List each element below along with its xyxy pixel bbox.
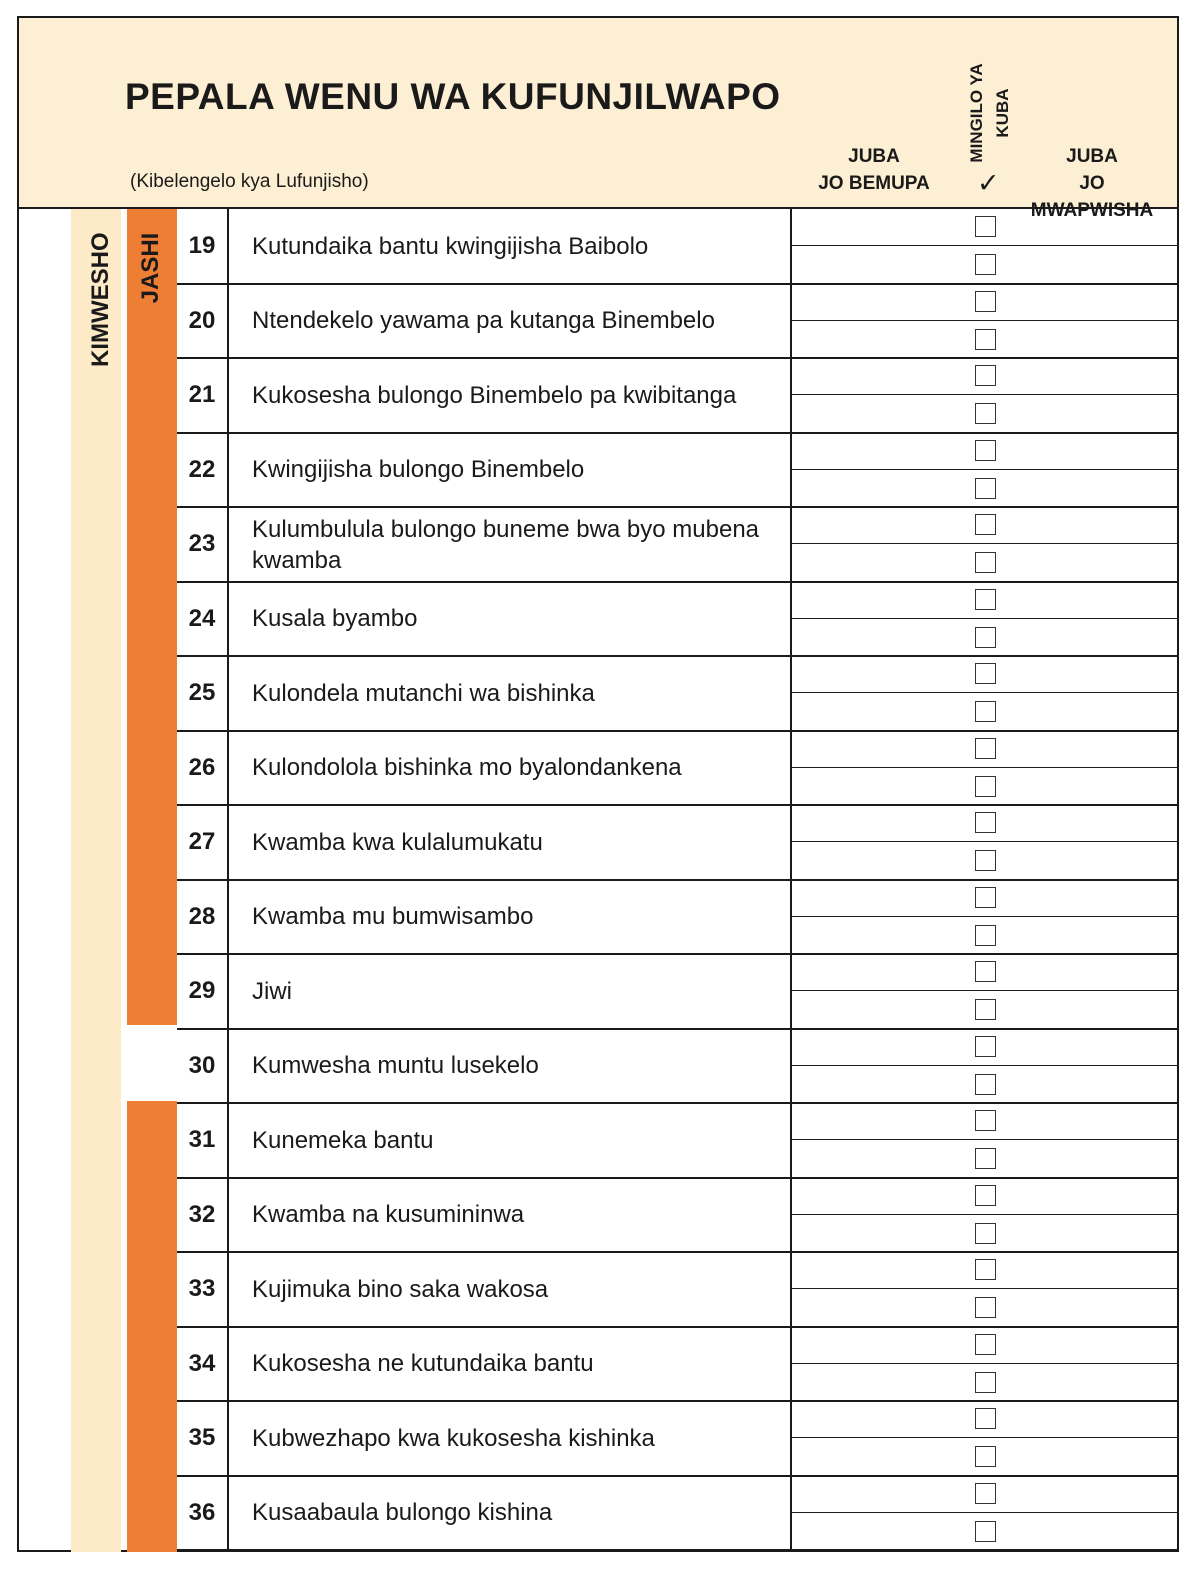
checkbox[interactable] — [975, 1185, 996, 1206]
row-divider — [791, 394, 1177, 395]
lesson-number: 22 — [188, 455, 216, 483]
page-title: PEPALA WENU WA KUFUNJILWAPO — [125, 76, 781, 117]
lesson-title: Kusaabaula bulongo kishina — [252, 1499, 553, 1526]
checkbox[interactable] — [975, 999, 996, 1020]
lesson-row — [177, 507, 1177, 582]
checkbox[interactable] — [975, 552, 996, 573]
lesson-number: 30 — [188, 1051, 216, 1079]
kimwesho-band — [71, 209, 121, 1552]
checkbox[interactable] — [975, 1074, 996, 1095]
lesson-title: Kutundaika bantu kwingijisha Baibolo — [252, 232, 649, 260]
checkbox[interactable] — [975, 925, 996, 946]
jashi-band-bottom — [127, 1101, 177, 1552]
lesson-row — [177, 1029, 1177, 1104]
lesson-title: Kunemeka bantu — [252, 1126, 434, 1154]
row-border — [177, 1549, 1177, 1551]
lesson-title: Kujimuka bino saka wakosa — [252, 1275, 549, 1303]
row-divider — [791, 543, 1177, 544]
row-divider — [791, 320, 1177, 321]
lesson-row — [177, 954, 1177, 1029]
checkbox[interactable] — [975, 627, 996, 648]
row-divider — [791, 1214, 1177, 1215]
column-header-date-started-text: JUBA JO BEMUPA — [818, 146, 930, 194]
checkbox[interactable] — [975, 329, 996, 350]
checkbox[interactable] — [975, 1036, 996, 1057]
lesson-number: 28 — [188, 902, 216, 930]
checkbox[interactable] — [975, 738, 996, 759]
column-header-exercises-text: MINGILO YA KUBA — [967, 63, 1012, 163]
checkbox[interactable] — [975, 365, 996, 386]
row-divider — [791, 841, 1177, 842]
lesson-number: 23 — [188, 530, 216, 557]
checkbox[interactable] — [975, 1148, 996, 1169]
lesson-row — [177, 209, 1177, 284]
checkbox[interactable] — [975, 478, 996, 499]
checkbox[interactable] — [975, 514, 996, 535]
lesson-title: Jiwi — [252, 977, 292, 1005]
lesson-row — [177, 1327, 1177, 1402]
checkbox[interactable] — [975, 403, 996, 424]
checkbox[interactable] — [975, 1259, 996, 1280]
row-divider — [791, 245, 1177, 246]
lesson-row — [177, 656, 1177, 731]
lesson-title: Kukosesha bulongo Binembelo pa kwibitanga — [252, 381, 737, 409]
checkbox[interactable] — [975, 1408, 996, 1429]
lesson-number: 19 — [188, 232, 216, 259]
checkbox[interactable] — [975, 291, 996, 312]
checkbox[interactable] — [975, 254, 996, 275]
lesson-row — [177, 1476, 1177, 1551]
row-divider — [791, 618, 1177, 619]
column-header-date-finished-text: JUBA JO MWAPWISHA — [1030, 146, 1154, 221]
lesson-number: 33 — [188, 1275, 216, 1302]
checkbox[interactable] — [975, 440, 996, 461]
row-divider — [791, 692, 1177, 693]
checkbox[interactable] — [975, 1334, 996, 1355]
lesson-number: 25 — [188, 679, 216, 706]
lesson-title: Kusala byambo — [252, 605, 418, 632]
checkbox[interactable] — [975, 850, 996, 871]
lesson-number: 32 — [188, 1200, 216, 1228]
lesson-title: Ntendekelo yawama pa kutanga Binembelo — [252, 307, 715, 334]
lesson-number: 34 — [188, 1349, 216, 1377]
row-divider — [791, 1437, 1177, 1438]
lesson-number: 26 — [188, 753, 216, 781]
lesson-number: 21 — [188, 381, 216, 408]
lesson-number: 20 — [188, 306, 216, 334]
lesson-row — [177, 1103, 1177, 1178]
lesson-title: Kwingijisha bulongo Binembelo — [252, 456, 585, 483]
row-divider — [791, 1363, 1177, 1364]
row-divider — [791, 469, 1177, 470]
row-divider — [791, 1512, 1177, 1513]
row-divider — [791, 990, 1177, 991]
lesson-row — [177, 1178, 1177, 1253]
checkbox[interactable] — [975, 1521, 996, 1542]
row-divider — [791, 1288, 1177, 1289]
lesson-title: Kulondolola bishinka mo byalondankena — [252, 754, 682, 781]
checkbox[interactable] — [975, 961, 996, 982]
checkbox[interactable] — [975, 1446, 996, 1467]
lesson-row — [177, 284, 1177, 359]
column-header-date-started — [809, 143, 939, 197]
row-divider — [791, 1139, 1177, 1140]
sheet-header — [19, 18, 1177, 221]
checkbox[interactable] — [975, 1372, 996, 1393]
lesson-number: 36 — [188, 1498, 216, 1526]
lesson-row — [177, 880, 1177, 955]
checkbox[interactable] — [975, 589, 996, 610]
page-subtitle: (Kibelengelo kya Lufunjisho) — [130, 171, 369, 192]
checkbox[interactable] — [975, 663, 996, 684]
checkbox[interactable] — [975, 701, 996, 722]
lesson-number: 29 — [188, 977, 216, 1004]
jashi-label: JASHI — [137, 232, 164, 304]
lesson-title: Kulumbulula bulongo buneme bwa byo mubena kwamba — [252, 516, 760, 574]
checkbox[interactable] — [975, 887, 996, 908]
checkbox[interactable] — [975, 1483, 996, 1504]
study-sheet — [17, 16, 1179, 1552]
lesson-row — [177, 1401, 1177, 1476]
lesson-title: Kwamba mu bumwisambo — [252, 903, 534, 930]
lesson-row — [177, 805, 1177, 880]
lesson-title: Kwamba na kusumininwa — [252, 1201, 525, 1228]
lesson-row — [177, 582, 1177, 657]
checkbox[interactable] — [975, 776, 996, 797]
lesson-number: 24 — [188, 604, 216, 632]
lesson-title: Kwamba kwa kulalumukatu — [252, 828, 543, 856]
lesson-row — [177, 433, 1177, 508]
lesson-row — [177, 358, 1177, 433]
lesson-title: Kubwezhapo kwa kukosesha kishinka — [252, 1424, 655, 1452]
checkbox[interactable] — [975, 1110, 996, 1131]
lesson-title: Kukosesha ne kutundaika bantu — [252, 1350, 594, 1377]
lesson-row — [177, 731, 1177, 806]
checkbox[interactable] — [975, 1223, 996, 1244]
checkbox[interactable] — [975, 1297, 996, 1318]
checkbox[interactable] — [975, 812, 996, 833]
lesson-number: 27 — [188, 828, 216, 855]
kimwesho-label: KIMWESHO — [87, 232, 114, 367]
jashi-band-top — [127, 209, 177, 1025]
lesson-number: 35 — [188, 1424, 216, 1451]
column-header-exercises — [964, 60, 1020, 166]
checkbox[interactable] — [975, 216, 996, 237]
row-divider — [791, 916, 1177, 917]
lesson-title: Kumwesha muntu lusekelo — [252, 1052, 539, 1079]
lesson-title: Kulondela mutanchi wa bishinka — [252, 679, 595, 707]
row-divider — [791, 767, 1177, 768]
checkmark-icon: ✓ — [977, 168, 1000, 198]
lesson-number: 31 — [188, 1126, 216, 1153]
row-divider — [791, 1065, 1177, 1066]
lesson-row — [177, 1252, 1177, 1327]
